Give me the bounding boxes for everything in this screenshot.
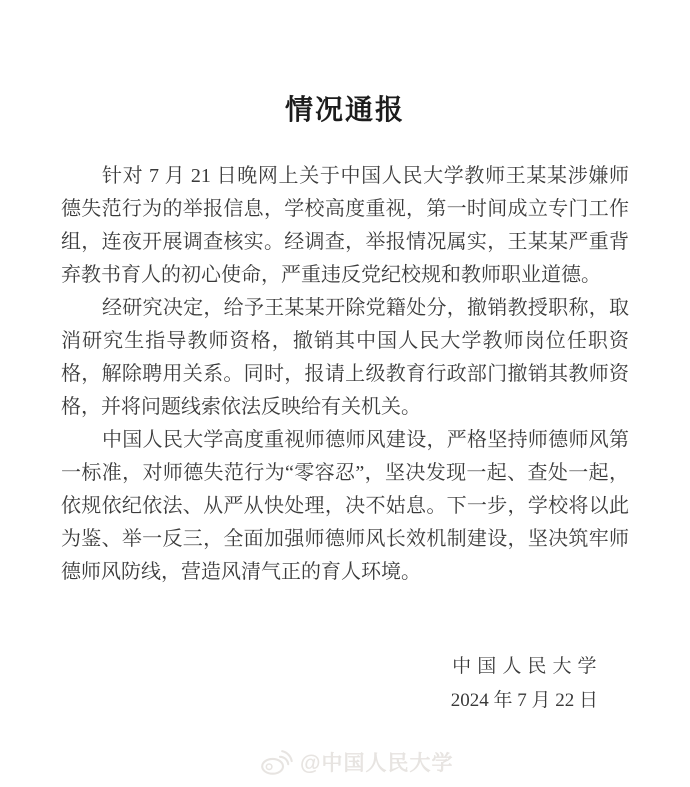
document-title: 情况通报 [284,95,405,126]
paragraph-future-measures: 中国人民大学高度重视师德师风建设，严格坚持师德师风第一标准，对师德失范行为“零容忍”，坚决发现一起、查处一起，依规依纪依法、从严从快处理，决不姑息。下一步，学校将以此为鉴、举一反三，全面加强师德师风长效机制建设，坚决筑牢师德师风防线，营造风清气正的育人环境。 [61,429,629,583]
weibo-icon [260,748,293,776]
watermark-handle: @中国人民大学 [300,752,454,775]
paragraph-report-investigation: 针对 7 月 21 日晚网上关于中国人民大学教师王某某涉嫌师德失范行为的举报信息，学校高度重视，第一时间成立专门工作组，连夜开展调查核实。经调查，举报情况属实，王某某严重背弃教书育人的初心使命，严重违反党纪校规和教师职业道德。 [61,165,629,286]
weibo-watermark [260,747,453,777]
paragraph-decision-punishment: 经研究决定，给予王某某开除党籍处分，撤销教授职称，取消研究生指导教师资格，撤销其中国人民大学教师岗位任职资格，解除聘用关系。同时，报请上级教育行政部门撤销其教师资格，并将问题线索依法反映给有关机关。 [61,297,629,418]
signature-organization: 中国人民大学 [452,656,603,677]
document-body [61,160,629,589]
signature-block [450,650,603,718]
signature-date: 2024 年 7 月 22 日 [450,690,598,711]
